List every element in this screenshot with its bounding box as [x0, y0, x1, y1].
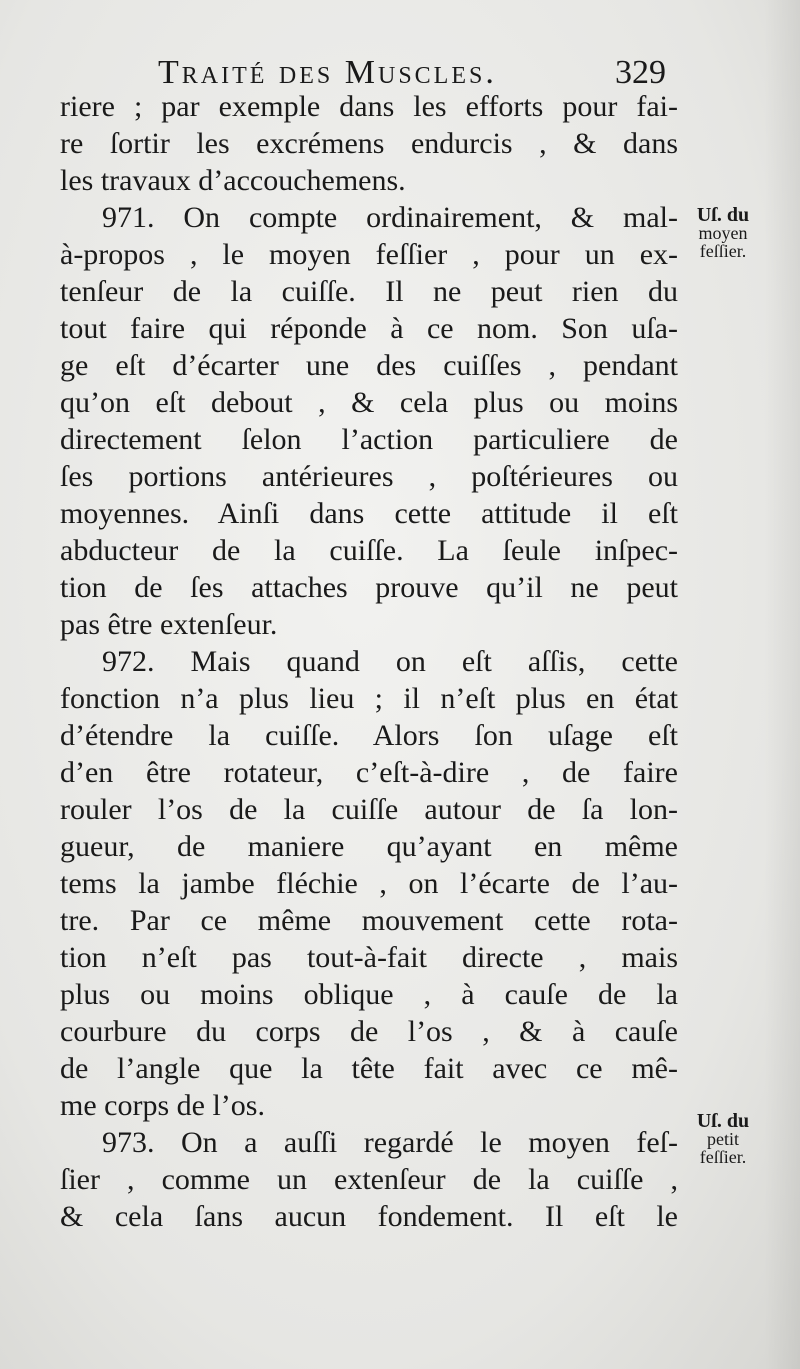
- text-line: plus ou moins oblique , à cauſe de la: [60, 978, 678, 1011]
- text-line: ge eſt d’écarter une des cuiſſes , pendant: [60, 349, 678, 382]
- margin-note-petit-fessier: [678, 1112, 768, 1166]
- margin-note-line: petit: [707, 1129, 739, 1149]
- margin-note-line: moyen: [698, 223, 748, 243]
- paragraph-971-start: 971. On compte ordinairement, & mal-: [102, 201, 678, 234]
- margin-note-line: feſſier.: [699, 241, 747, 261]
- text-line: abducteur de la cuiſſe. La ſeule inſpec-: [60, 534, 678, 567]
- text-line: rouler l’os de la cuiſſe autour de ſa lon-: [60, 793, 678, 826]
- text-line: moyennes. Ainſi dans cette attitude il eſt: [60, 497, 678, 530]
- text-line: re ſortir les excrémens endurcis , & dans: [60, 127, 678, 160]
- margin-note-line: Uſ. du: [696, 204, 750, 226]
- text-line: me corps de l’os.: [60, 1089, 265, 1122]
- text-line: à-propos , le moyen feſſier , pour un ex-: [60, 238, 678, 271]
- page-edge-shadow: [764, 0, 800, 1369]
- text-line: directement ſelon l’action particuliere de: [60, 423, 678, 456]
- margin-note-line: feſſier.: [699, 1147, 747, 1167]
- text-line: pas être extenſeur.: [60, 608, 278, 641]
- text-line: de l’angle que la tête fait avec ce mê-: [60, 1052, 678, 1085]
- text-line: riere ; par exemple dans les efforts pour fai-: [60, 90, 678, 123]
- text-line: fonction n’a plus lieu ; il n’eſt plus en état: [60, 682, 678, 715]
- margin-note-line: Uſ. du: [696, 1110, 750, 1132]
- margin-note-moyen-fessier: [678, 206, 768, 260]
- text-line: courbure du corps de l’os , & à cauſe: [60, 1015, 678, 1048]
- body-text: [60, 88, 678, 1235]
- text-line: tout faire qui réponde à ce nom. Son uſa-: [60, 312, 678, 345]
- text-line: gueur, de maniere qu’ayant en même: [60, 830, 678, 863]
- text-line: d’en être rotateur, c’eſt-à-dire , de faire: [60, 756, 678, 789]
- paragraph-972-start: 972. Mais quand on eſt aſſis, cette: [102, 645, 678, 678]
- page-number: 329: [615, 54, 666, 91]
- text-line: les travaux d’accouchemens.: [60, 164, 406, 197]
- text-line: tenſeur de la cuiſſe. Il ne peut rien du: [60, 275, 678, 308]
- running-title: Traité des Muscles.: [158, 54, 497, 91]
- text-line: tems la jambe fléchie , on l’écarte de l’au-: [60, 867, 678, 900]
- text-line: tion n’eſt pas tout-à-fait directe , mais: [60, 941, 678, 974]
- text-line: ſier , comme un extenſeur de la cuiſſe ,: [60, 1163, 678, 1196]
- text-line: d’étendre la cuiſſe. Alors ſon uſage eſt: [60, 719, 678, 752]
- text-line: & cela ſans aucun fondement. Il eſt le: [60, 1200, 678, 1233]
- text-line: ſes portions antérieures , poſtérieures ou: [60, 460, 678, 493]
- text-line: tre. Par ce même mouvement cette rota-: [60, 904, 678, 937]
- text-line: tion de ſes attaches prouve qu’il ne peut: [60, 571, 678, 604]
- paragraph-973-start: 973. On a auſſi regardé le moyen feſ-: [102, 1126, 678, 1159]
- text-line: qu’on eſt debout , & cela plus ou moins: [60, 386, 678, 419]
